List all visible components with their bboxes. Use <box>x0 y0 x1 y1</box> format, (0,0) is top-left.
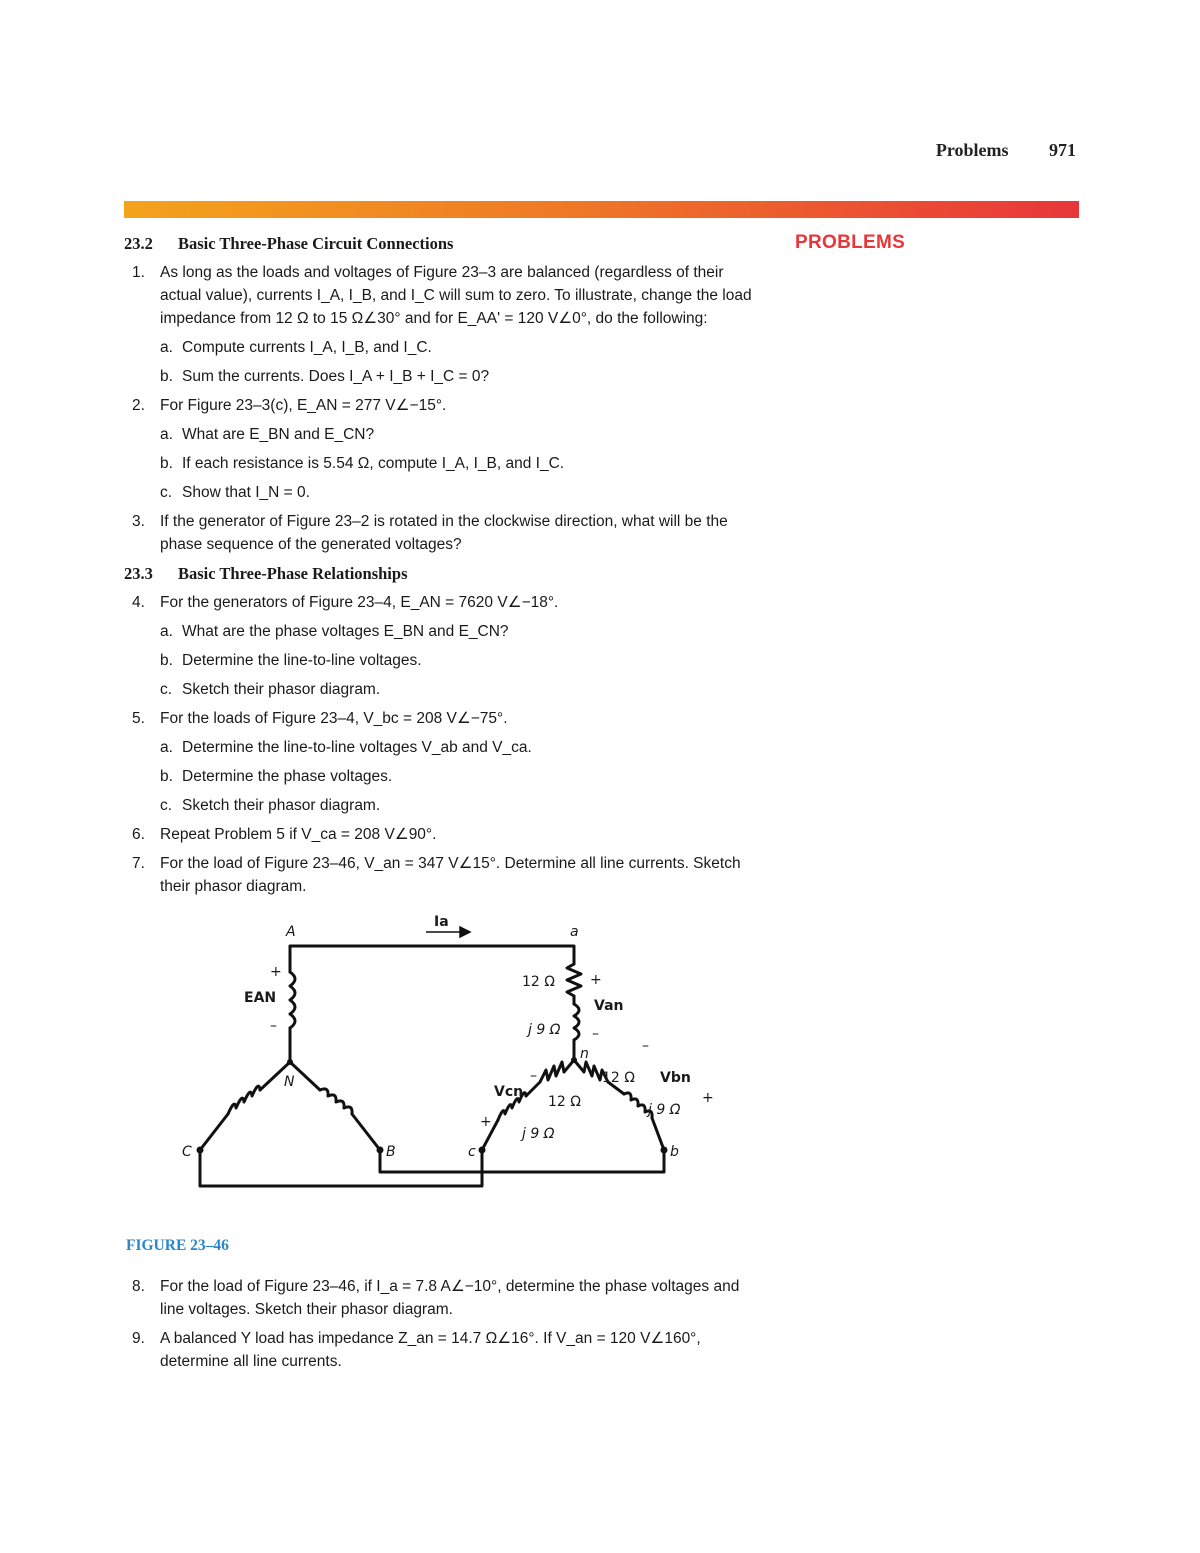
section-title: Basic Three-Phase Relationships <box>178 564 408 583</box>
problem-1 <box>124 261 764 330</box>
problem-number: 1. <box>132 264 145 281</box>
subproblem-text: Determine the line-to-line voltages V_ab and V_ca. <box>182 739 532 756</box>
problem-number: 3. <box>132 513 145 530</box>
label-resistance-a: 12 Ω <box>522 974 555 990</box>
problem-5 <box>124 707 764 730</box>
header-color-rule <box>124 201 1079 218</box>
problem-text: For the load of Figure 23–46, if I_a = 7.8 A∠−10°, determine the phase voltages and line voltages. Sketch their phasor diagram. <box>160 1278 740 1318</box>
subproblem-text: Determine the line-to-line voltages. <box>182 652 422 669</box>
circuit-diagram <box>114 910 754 1228</box>
problem-text: For the load of Figure 23–46, V_an = 347 V∠15°. Determine all line currents. Sketch their phasor diagram. <box>160 855 741 895</box>
section-title: Basic Three-Phase Circuit Connections <box>178 234 454 253</box>
problem-number: 8. <box>132 1278 145 1295</box>
label-node-C: C <box>182 1144 192 1160</box>
label-reactance-c: j 9 Ω <box>522 1126 555 1142</box>
problem-2 <box>124 394 764 417</box>
subproblem-text: Sketch their phasor diagram. <box>182 681 381 698</box>
subproblem-text: Show that I_N = 0. <box>182 484 310 501</box>
subproblem-text: What are the phase voltages E_BN and E_CN? <box>182 623 509 640</box>
problem-7 <box>124 852 764 898</box>
section-number: 23.2 <box>124 234 153 253</box>
label-node-n: n <box>580 1046 589 1062</box>
subproblem-letter: b. <box>160 368 173 385</box>
problem-4 <box>124 591 764 614</box>
subproblem-2b <box>124 452 764 475</box>
section-heading <box>124 232 764 255</box>
label-node-c: c <box>468 1144 476 1160</box>
running-head-title: Problems <box>935 140 1009 160</box>
subproblem-text: Compute currents I_A, I_B, and I_C. <box>182 339 432 356</box>
label-minus-vbn: – <box>642 1038 649 1054</box>
wire-coil-c-to-c <box>200 1114 228 1150</box>
problem-text: For the generators of Figure 23–4, E_AN = 7620 V∠−18°. <box>160 594 559 611</box>
problem-number: 6. <box>132 826 145 843</box>
label-node-N: N <box>284 1074 295 1090</box>
subproblem-text: What are E_BN and E_CN? <box>182 426 375 443</box>
wire-coil-b-to-b <box>352 1114 380 1150</box>
label-minus-van: – <box>592 1026 599 1042</box>
label-resistance-c: 12 Ω <box>548 1094 581 1110</box>
resistor-phase-a <box>567 964 581 996</box>
label-minus-vcn: – <box>530 1068 537 1084</box>
subproblem-letter: a. <box>160 739 173 756</box>
subproblem-1b <box>124 365 764 388</box>
subproblem-text: Sum the currents. Does I_A + I_B + I_C = 0? <box>182 368 490 385</box>
problem-text: If the generator of Figure 23–2 is rotated in the clockwise direction, what will be the phase sequence of the generated voltages? <box>160 513 728 553</box>
subproblem-text: Determine the phase voltages. <box>182 768 393 785</box>
subproblem-5b <box>124 765 764 788</box>
wire-line-a <box>290 946 574 964</box>
problem-number: 2. <box>132 397 145 414</box>
subproblem-2c <box>124 481 764 504</box>
wire-line-c <box>200 1150 482 1186</box>
wire-line-b <box>380 1150 664 1172</box>
generator-coil-a <box>290 972 295 1028</box>
problem-number: 9. <box>132 1330 145 1347</box>
subproblem-2a <box>124 423 764 446</box>
subproblem-text: If each resistance is 5.54 Ω, compute I_A, I_B, and I_C. <box>182 455 565 472</box>
problem-text: For the loads of Figure 23–4, V_bc = 208 V∠−75°. <box>160 710 508 727</box>
wire-lb-to-b <box>652 1118 664 1150</box>
subproblem-letter: a. <box>160 623 173 640</box>
subproblem-letter: c. <box>160 681 173 698</box>
node-n-load <box>571 1057 577 1063</box>
problem-number: 5. <box>132 710 145 727</box>
subproblem-letter: b. <box>160 768 173 785</box>
label-node-B: B <box>386 1144 396 1160</box>
subproblem-5c <box>124 794 764 817</box>
section-heading <box>124 562 764 585</box>
subproblem-letter: c. <box>160 484 173 501</box>
problem-text: Repeat Problem 5 if V_ca = 208 V∠90°. <box>160 826 437 843</box>
label-plus-vbn: + <box>702 1090 714 1106</box>
side-title: PROBLEMS <box>795 232 906 253</box>
page-number: 971 <box>1049 140 1076 160</box>
label-node-b: b <box>670 1144 679 1160</box>
subproblem-letter: b. <box>160 652 173 669</box>
subproblem-1a <box>124 336 764 359</box>
label-Van: Van <box>594 998 624 1014</box>
resistor-phase-c <box>540 1060 574 1082</box>
section-number: 23.3 <box>124 564 153 583</box>
label-resistance-b: 12 Ω <box>602 1070 635 1086</box>
subproblem-4c <box>124 678 764 701</box>
label-minus-eAN: – <box>270 1018 277 1034</box>
label-reactance-b: j 9 Ω <box>648 1102 681 1118</box>
figure-caption: FIGURE 23–46 <box>126 1237 229 1254</box>
problem-text: For Figure 23–3(c), E_AN = 277 V∠−15°. <box>160 397 447 414</box>
subproblem-letter: a. <box>160 339 173 356</box>
problem-6 <box>124 823 764 846</box>
label-Vcn: Vcn <box>494 1084 524 1100</box>
subproblem-4a <box>124 620 764 643</box>
figure-23-46-circuit <box>114 910 754 1228</box>
current-arrowhead <box>460 927 470 937</box>
label-current-Ia: Ia <box>434 914 449 930</box>
wire-rc-to-lc <box>526 1082 540 1096</box>
label-plus-vcn: + <box>480 1114 492 1130</box>
inductor-phase-a <box>574 1004 579 1040</box>
problem-8 <box>124 1275 764 1321</box>
label-Vbn: Vbn <box>660 1070 691 1086</box>
problem-9 <box>124 1327 764 1373</box>
problem-text: A balanced Y load has impedance Z_an = 14.7 Ω∠16°. If V_an = 120 V∠160°, determine all line currents. <box>160 1330 701 1370</box>
subproblem-4b <box>124 649 764 672</box>
node-c-load <box>479 1147 486 1154</box>
generator-coil-b <box>320 1089 352 1114</box>
problems-content <box>124 232 764 1379</box>
generator-coil-c <box>228 1086 260 1114</box>
label-plus-van: + <box>590 972 602 988</box>
problem-number: 7. <box>132 855 145 872</box>
running-head <box>936 140 1076 161</box>
label-EAN: EAN <box>244 990 277 1006</box>
node-n-generator <box>287 1059 293 1065</box>
node-c-generator <box>197 1147 204 1154</box>
problem-text: As long as the loads and voltages of Figure 23–3 are balanced (regardless of their actual value), currents I_A, I_B, and I_C will sum to zero. To illustrate, change the load impedance from 12 Ω to 15 Ω∠30° and for E_AA' = 120 V∠0°, do the following: <box>160 264 752 327</box>
subproblem-5a <box>124 736 764 759</box>
problem-number: 4. <box>132 594 145 611</box>
label-node-a: a <box>570 924 579 940</box>
node-b-load <box>661 1147 668 1154</box>
label-plus-eAN: + <box>270 964 282 980</box>
label-reactance-a: j 9 Ω <box>528 1022 561 1038</box>
label-node-A: A <box>286 924 296 940</box>
subproblem-text: Sketch their phasor diagram. <box>182 797 381 814</box>
subproblem-letter: c. <box>160 797 173 814</box>
problem-3 <box>124 510 764 556</box>
wire-n-to-coil-b <box>290 1062 320 1090</box>
subproblem-letter: b. <box>160 455 173 472</box>
subproblem-letter: a. <box>160 426 173 443</box>
node-b-generator <box>377 1147 384 1154</box>
